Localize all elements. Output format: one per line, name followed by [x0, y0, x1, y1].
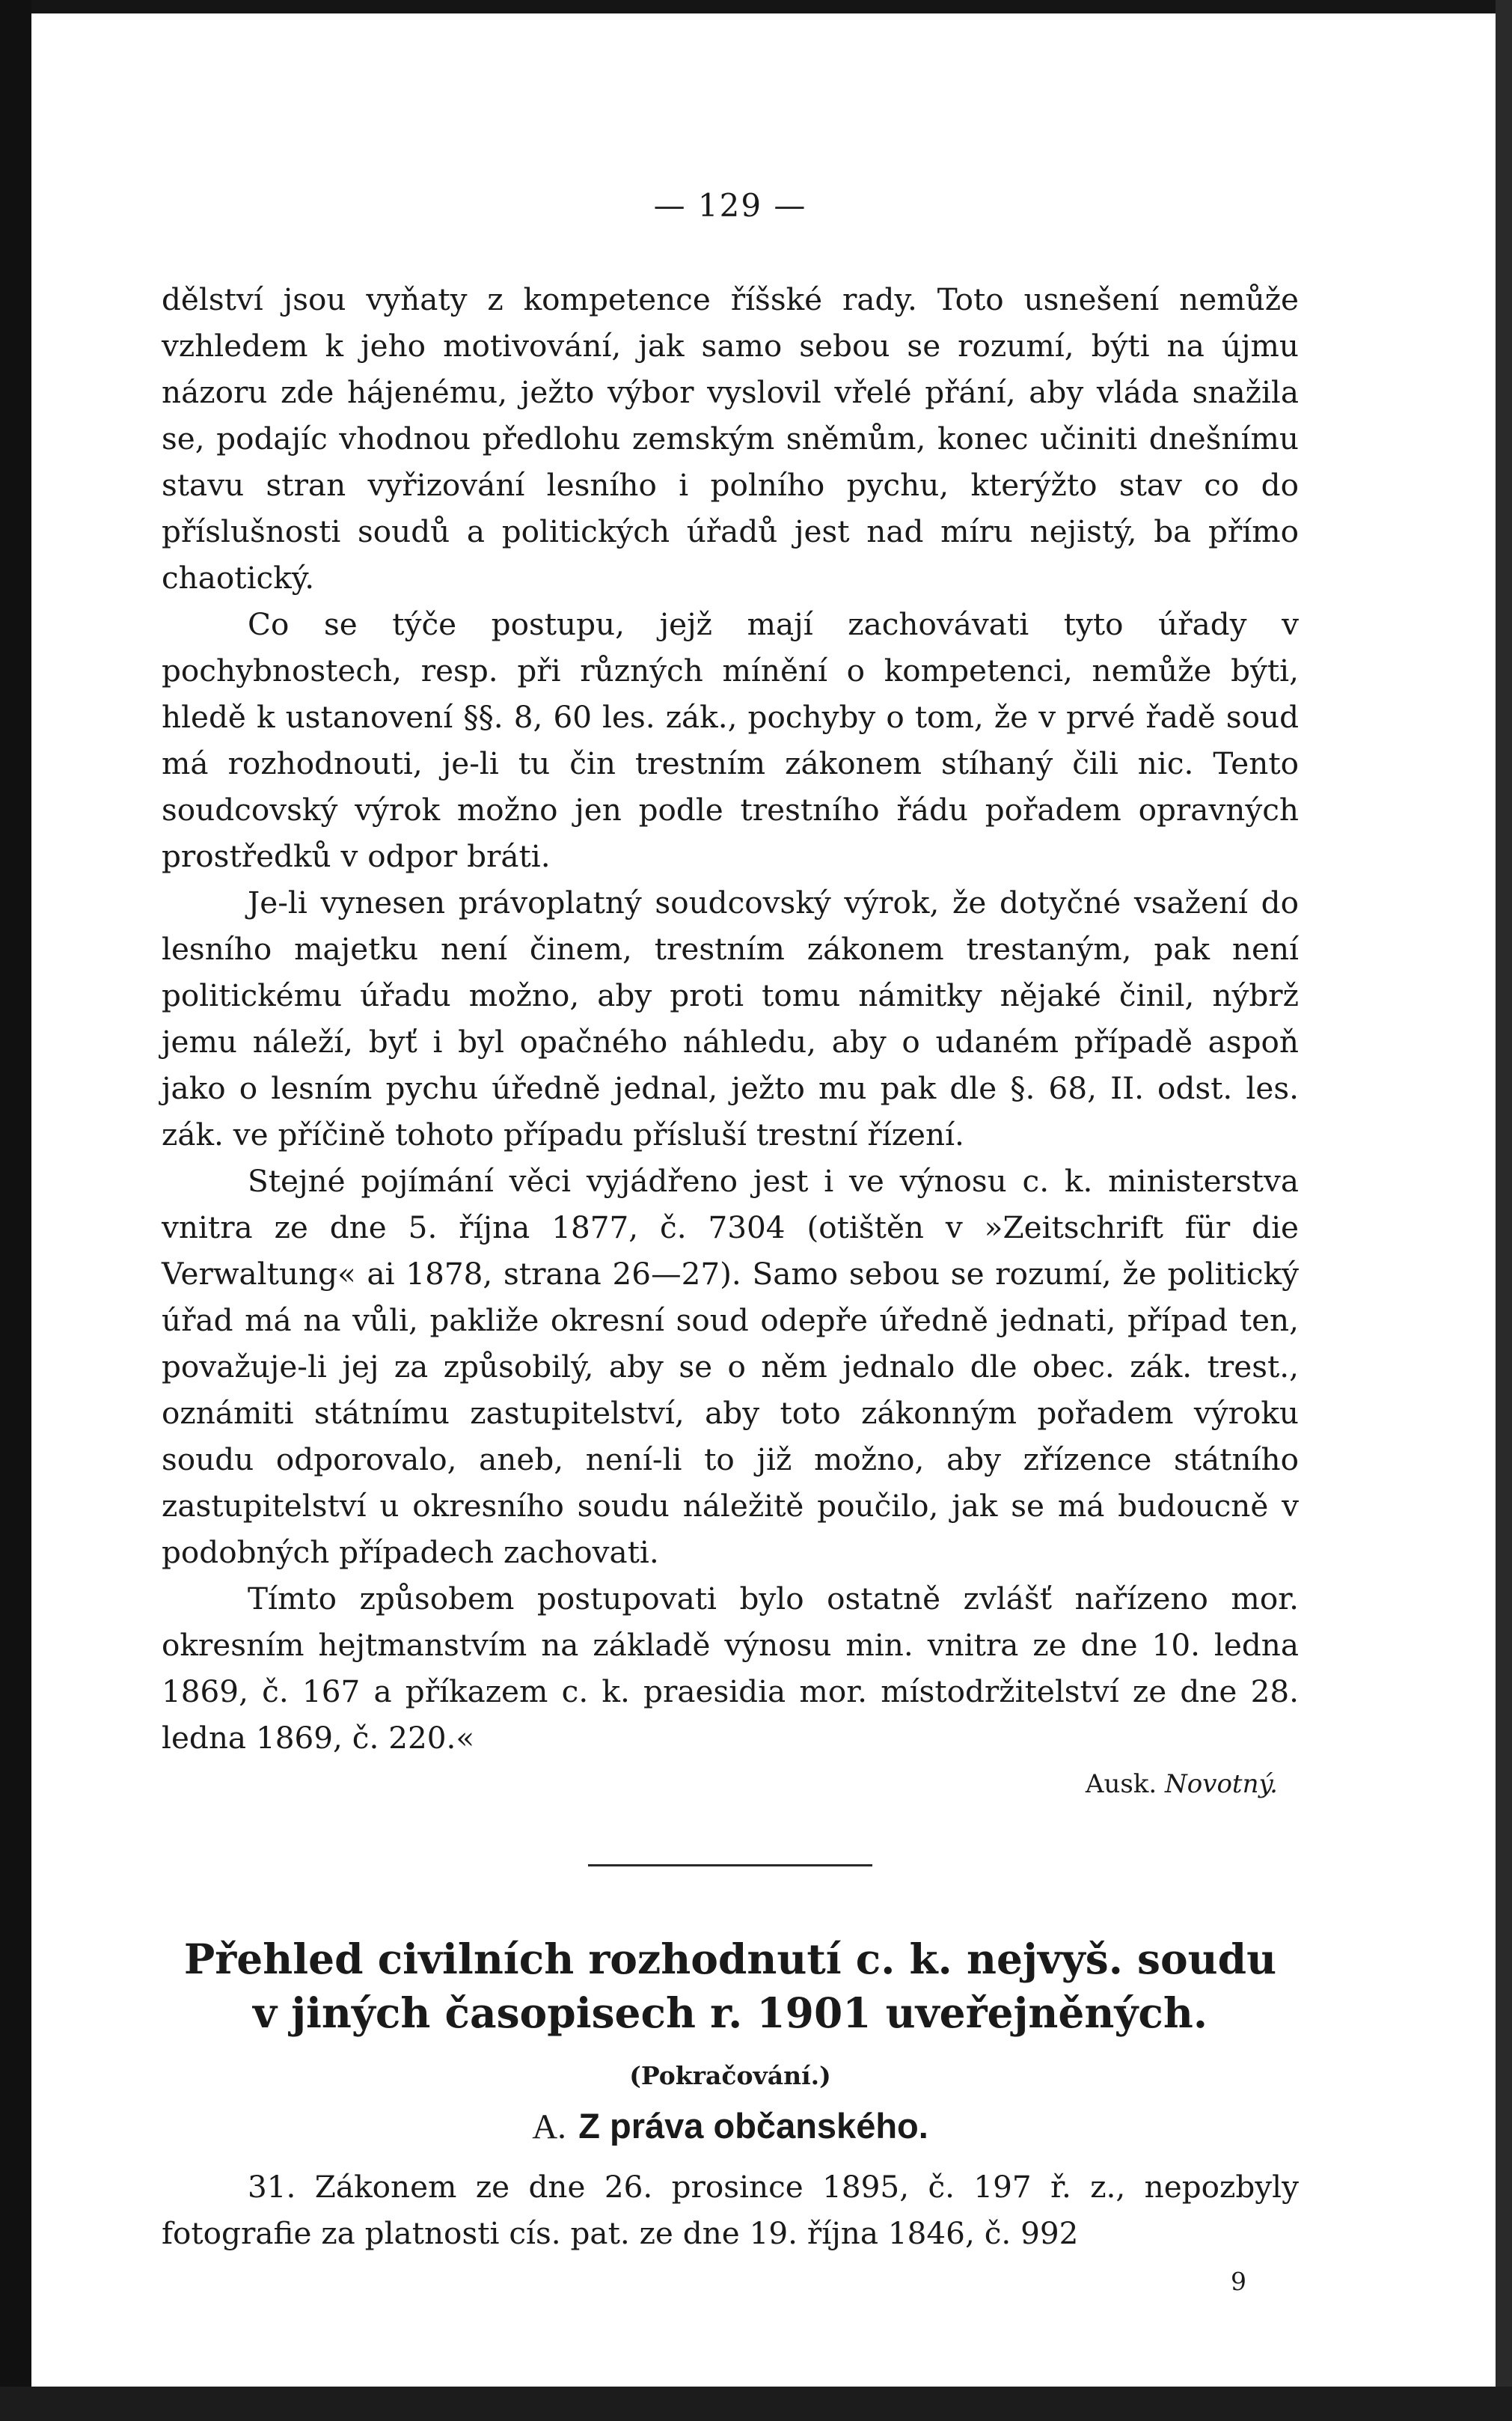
- paragraph-3: Je-li vynesen právoplatný soudcovský výrok, že dotyčné vsažení do lesního majetku není činem, trestním zákonem trestaným, pak není politickému úřadu možno, aby proti tomu námitky nějaké činil, nýbrž jemu náleží, byť i byl opačného náhledu, aby o udaném případě aspoň jako o lesním pychu úředně jednal, ježto mu pak dle §. 68, II. odst. les. zák. ve příčině tohoto případu přísluší trestní řízení.: [162, 885, 1299, 1153]
- continued-note: (Pokračování.): [629, 2061, 831, 2090]
- paragraph-4: Stejné pojímání věci vyjádřeno jest i ve výnosu c. k. ministerstva vnitra ze dne 5. října 1877, č. 7304 (otištěn v »Zeitschrift für die Verwaltung« ai 1878, strana 26—27). Samo sebou se rozumí, že politický úřad má na vůli, pakliže okresní soud odepře úředně jednati, případ ten, považuje-li jej za způsobilý, aby se o něm jednalo dle obec. zák. trest., oznámiti státnímu zastupitelství, aby toto zákonným pořadem výroku soudu odporovalo, aneb, není-li to již možno, aby zřízence státního zastupitelství u okresního soudu náležitě poučilo, jak se má budoucně v podobných případech zachovati.: [162, 1163, 1299, 1570]
- paragraph-5: Tímto způsobem postupovati bylo ostatně zvlášť nařízeno mor. okresním hejtmanstvím na základě výnosu min. vnitra ze dne 10. ledna 1869, č. 167 a příkazem c. k. praesidia mor. místodržitelství ze dne 28. ledna 1869, č. 220.«: [162, 1581, 1299, 1756]
- scan-edge-left: [0, 0, 31, 2421]
- page-body: [162, 187, 1299, 2296]
- scan-edge-bottom: [0, 2387, 1512, 2421]
- page-number: — 129 —: [653, 187, 807, 224]
- subheading-title: Z práva občanského.: [578, 2106, 928, 2146]
- signature-line: [162, 1761, 1299, 1807]
- subheading: [162, 2105, 1299, 2147]
- section-divider: [588, 1864, 872, 1866]
- signature-prefix: Ausk.: [1085, 1769, 1157, 1799]
- author-signature: [1086, 1761, 1299, 1807]
- subheading-letter: A.: [532, 2107, 566, 2146]
- paragraph-31: 31. Zákonem ze dne 26. prosince 1895, č. 197 ř. z., nepozbyly fotografie za platnosti cís. pat. ze dne 19. října 1846, č. 992: [162, 2169, 1299, 2251]
- section-title-line-2: v jiných časopisech r. 1901 uveřejněných.: [253, 1988, 1208, 2037]
- sheet-mark: 9: [1231, 2267, 1246, 2296]
- scan-edge-right: [1496, 0, 1512, 2421]
- paragraph-1: dělství jsou vyňaty z kompetence říšské rady. Toto usnešení nemůže vzhledem k jeho motivování, jak samo sebou se rozumí, býti na újmu názoru zde hájenému, ježto výbor vyslovil vřelé přání, aby vláda snažila se, podajíc vhodnou předlohu zemským sněmům, konec učiniti dnešnímu stavu stran vyřizování lesního i polního pychu, kterýžto stav co do příslušnosti soudů a politických úřadů jest nad míru nejistý, ba přímo chaotický.: [162, 281, 1299, 596]
- scan-edge-top: [0, 0, 1512, 13]
- paragraph-2: Co se týče postupu, jejž mají zachovávati tyto úřady v pochybnostech, resp. při různých mínění o kompetenci, nemůže býti, hledě k ustanovení §§. 8, 60 les. zák., pochyby o tom, že v prvé řadě soud má rozhodnouti, je-li tu čin trestním zákonem stíhaný čili nic. Tento soudcovský výrok možno jen podle trestního řádu pořadem opravných prostředků v odpor bráti.: [162, 606, 1299, 874]
- signature-name: Novotný.: [1165, 1769, 1278, 1799]
- section-title-line-1: Přehled civilních rozhodnutí c. k. nejvyš. soudu: [183, 1935, 1277, 1983]
